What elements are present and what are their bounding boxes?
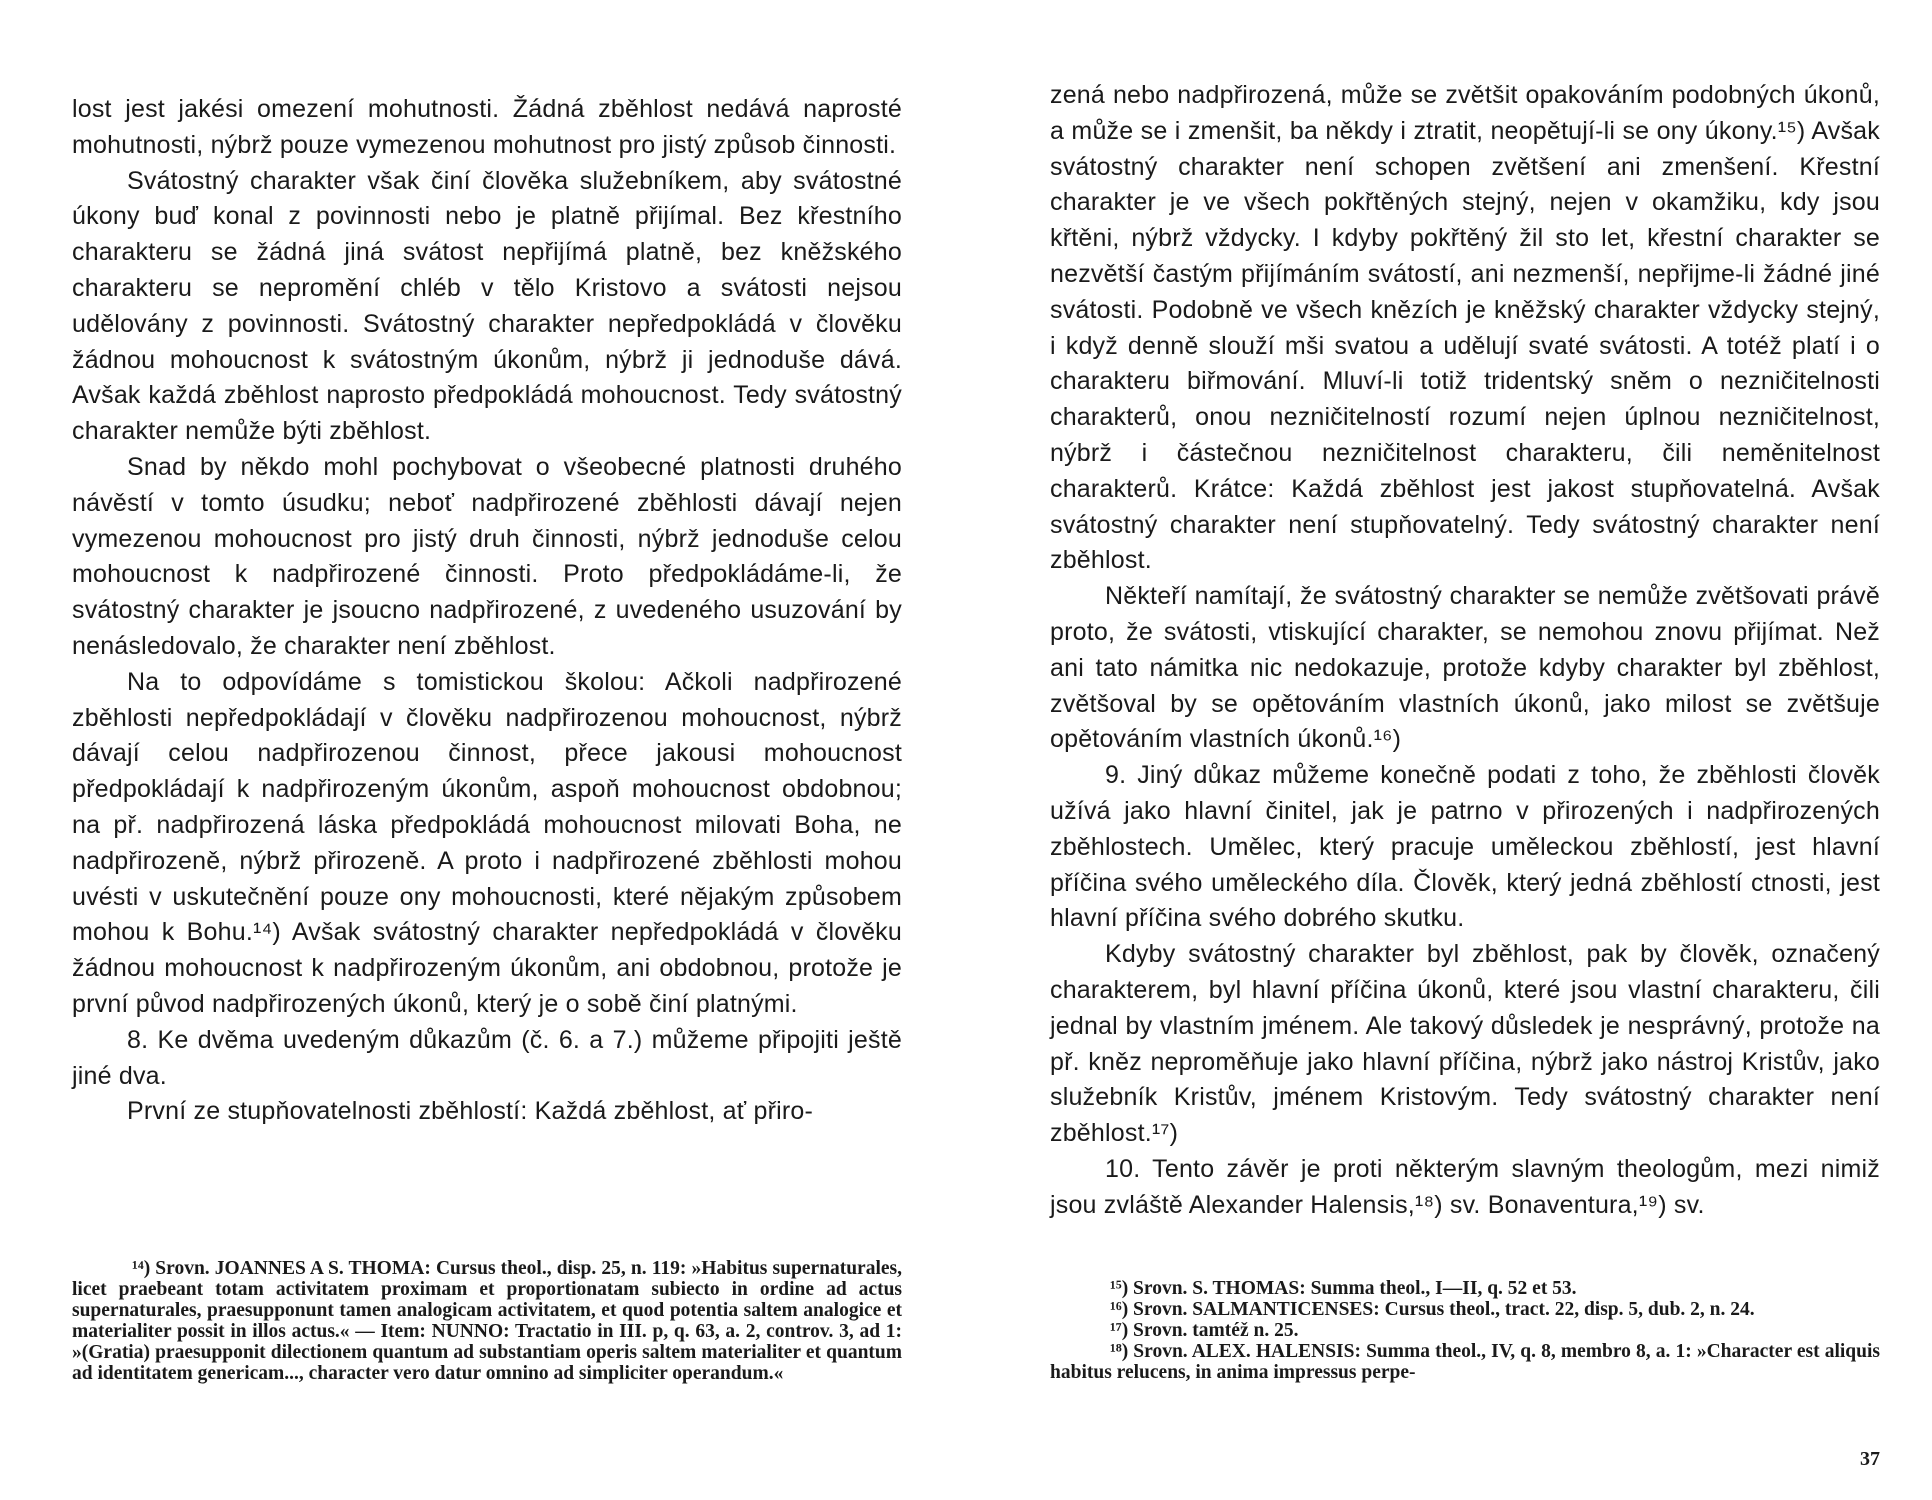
left-footnotes (72, 1258, 902, 1384)
right-footnotes (1050, 1278, 1880, 1383)
paragraph: Svátostný charakter však činí člověka služebníkem, aby svátostné úkony buď konal z povinnosti nebo je platně přijímal. Bez křestního charakteru se žádná jiná svátost nepřijímá platně, bez kněžského charakteru se nepromění chléb v tělo Kristovo a svátosti nejsou udělovány z povinnosti. Svátostný charakter nepředpokládá v člověku žádnou mohoucnost k svátostným úkonům, nýbrž ji jednoduše dává. Avšak každá zběhlost naprosto předpokládá mohoucnost. Tedy svátostný charakter nemůže býti zběhlost. (72, 166, 902, 446)
paragraph: 8. Ke dvěma uvedeným důkazům (č. 6. a 7.) můžeme připojiti ještě jiné dva. (72, 1025, 902, 1090)
paragraph: První ze stupňovatelnosti zběhlostí: Každá zběhlost, ať přiro- (127, 1097, 814, 1126)
paragraph: Někteří namítají, že svátostný charakter se nemůže zvětšovati právě proto, že svátosti, vtiskující charakter, se nemohou znovu přijímat. Než ani tato námitka nic nedokazuje, protože kdyby charakter byl zběhlost, zvětšoval by se opětováním vlastních úkonů, jako milost se zvětšuje opětováním vlastních úkonů.¹⁶) (1050, 582, 1880, 754)
paragraph: 10. Tento závěr je proti některým slavným theologům, mezi nimiž jsou zvláště Alexander Halensis,¹⁸) sv. Bonaventura,¹⁹) sv. (1050, 1154, 1880, 1219)
footnote: ¹⁷) Srovn. tamtéž n. 25. (1110, 1320, 1299, 1341)
paragraph: Na to odpovídáme s tomistickou školou: Ačkoli nadpřirozené zběhlosti nepředpokládají v člověku nadpřirozenou mohoucnost, nýbrž dávají celou nadpřirozenou činnost, přece jakousi mohoucnost předpokládají k nadpřirozeným úkonům, aspoň mohoucnost obdobnou; na př. nadpřirozená láska předpokládá mohoucnost milovati Boha, ne nadpřirozeně, nýbrž přirozeně. A proto i nadpřirozené zběhlosti mohou uvésti v uskutečnění pouze ony mohoucnosti, které nějakým způsobem mohou k Bohu.¹⁴) Avšak svátostný charakter nepředpokládá v člověku žádnou mohoucnost k nadpřirozeným úkonům, ani obdobnou, protože je první původ nadpřirozených úkonů, který je o sobě činí platnými. (72, 667, 902, 1018)
paragraph: lost jest jakési omezení mohutnosti. Žádná zběhlost nedává naprosté mohutnosti, nýbrž pouze vymezenou mohutnost pro jistý způsob činnosti. (72, 95, 902, 159)
page-number: 37 (1860, 1448, 1880, 1470)
footnote: ¹⁵) Srovn. S. THOMAS: Summa theol., I—II, q. 52 et 53. (1110, 1278, 1577, 1299)
footnote: ¹⁶) Srovn. SALMANTICENSES: Cursus theol., tract. 22, disp. 5, dub. 2, n. 24. (1110, 1299, 1755, 1320)
right-body-text (1050, 78, 1880, 1224)
paragraph: 9. Jiný důkaz můžeme konečně podati z toho, že zběhlosti člověk užívá jako hlavní činitel, jak je patrno v přirozených i nadpřirozených zběhlostech. Umělec, který pracuje uměleckou zběhlostí, jest hlavní příčina svého uměleckého díla. Člověk, který jedná zběhlostí ctnosti, jest hlavní příčina svého dobrého skutku. (1050, 761, 1880, 933)
footnote: ¹⁴) Srovn. JOANNES A S. THOMA: Cursus theol., disp. 25, n. 119: »Habitus supernaturales, licet praebeant totam activitatem proximam et proportionatam subiecto in ordine ad actus supernaturales, praesupponunt tamen analogicam activitatem, et quod potentia saltem analogice et materialiter possit in illos actus.« — Item: NUNNO: Tractatio in III. p, q. 63, a. 2, controv. 3, ad 1: »(Gratia) praesupponit dilectionem quantum ad substantiam operis saltem materialiter et quantum ad identitatem genericam..., character vero datur omnino ad simpliciter operandum.« (72, 1258, 902, 1384)
footnote: ¹⁸) Srovn. ALEX. HALENSIS: Summa theol., IV, q. 8, membro 8, a. 1: »Character est aliquis habitus relucens, in anima impressus perpe- (1050, 1341, 1880, 1383)
left-body-text (72, 92, 902, 1130)
paragraph: Kdyby svátostný charakter byl zběhlost, pak by člověk, označený charakterem, byl hlavní příčina úkonů, které jsou vlastní charakteru, čili jednal by vlastním jménem. Ale takový důsledek je nesprávný, protože na př. kněz neproměňuje jako hlavní příčina, nýbrž jako nástroj Kristův, jako služebník Kristův, jménem Kristovým. Tedy svátostný charakter není zběhlost.¹⁷) (1050, 940, 1880, 1148)
paragraph: Snad by někdo mohl pochybovat o všeobecné platnosti druhého návěstí v tomto úsudku; neboť nadpřirozené zběhlosti dávají nejen vymezenou mohoucnost pro jistý druh činnosti, nýbrž jednoduše celou mohoucnost k nadpřirozené činnosti. Proto předpokládáme-li, že svátostný charakter je jsoucno nadpřirozené, z uvedeného usuzování by nenásledovalo, že charakter není zběhlost. (72, 452, 902, 660)
paragraph: zená nebo nadpřirozená, může se zvětšit opakováním podobných úkonů, a může se i zmenšit, ba někdy i ztratit, neopětují-li se ony úkony.¹⁵) Avšak svátostný charakter není schopen zvětšení ani zmenšení. Křestní charakter je ve všech pokřtěných stejný, nejen v okamžiku, kdy jsou křtěni, nýbrž vždycky. I kdyby pokřtěný žil sto let, křestní charakter se nezvětší častým přijímáním svátostí, ani nezmenší, nepřijme-li žádné jiné svátosti. Podobně ve všech knězích je kněžský charakter vždycky stejný, i když denně slouží mši svatou a udělují svaté svátosti. A totéž platí i o charakteru biřmování. Mluví-li totiž tridentský sněm o nezničitelnosti charakterů, onou nezničitelností rozumí nejen úplnou nezničitelnost, nýbrž i částečnou nezničitelnost charakteru, čili neměnitelnost charakterů. Krátce: Každá zběhlost jest jakost stupňovatelná. Avšak svátostný charakter není stupňovatelný. Tedy svátostný charakter není zběhlost. (1050, 81, 1880, 575)
